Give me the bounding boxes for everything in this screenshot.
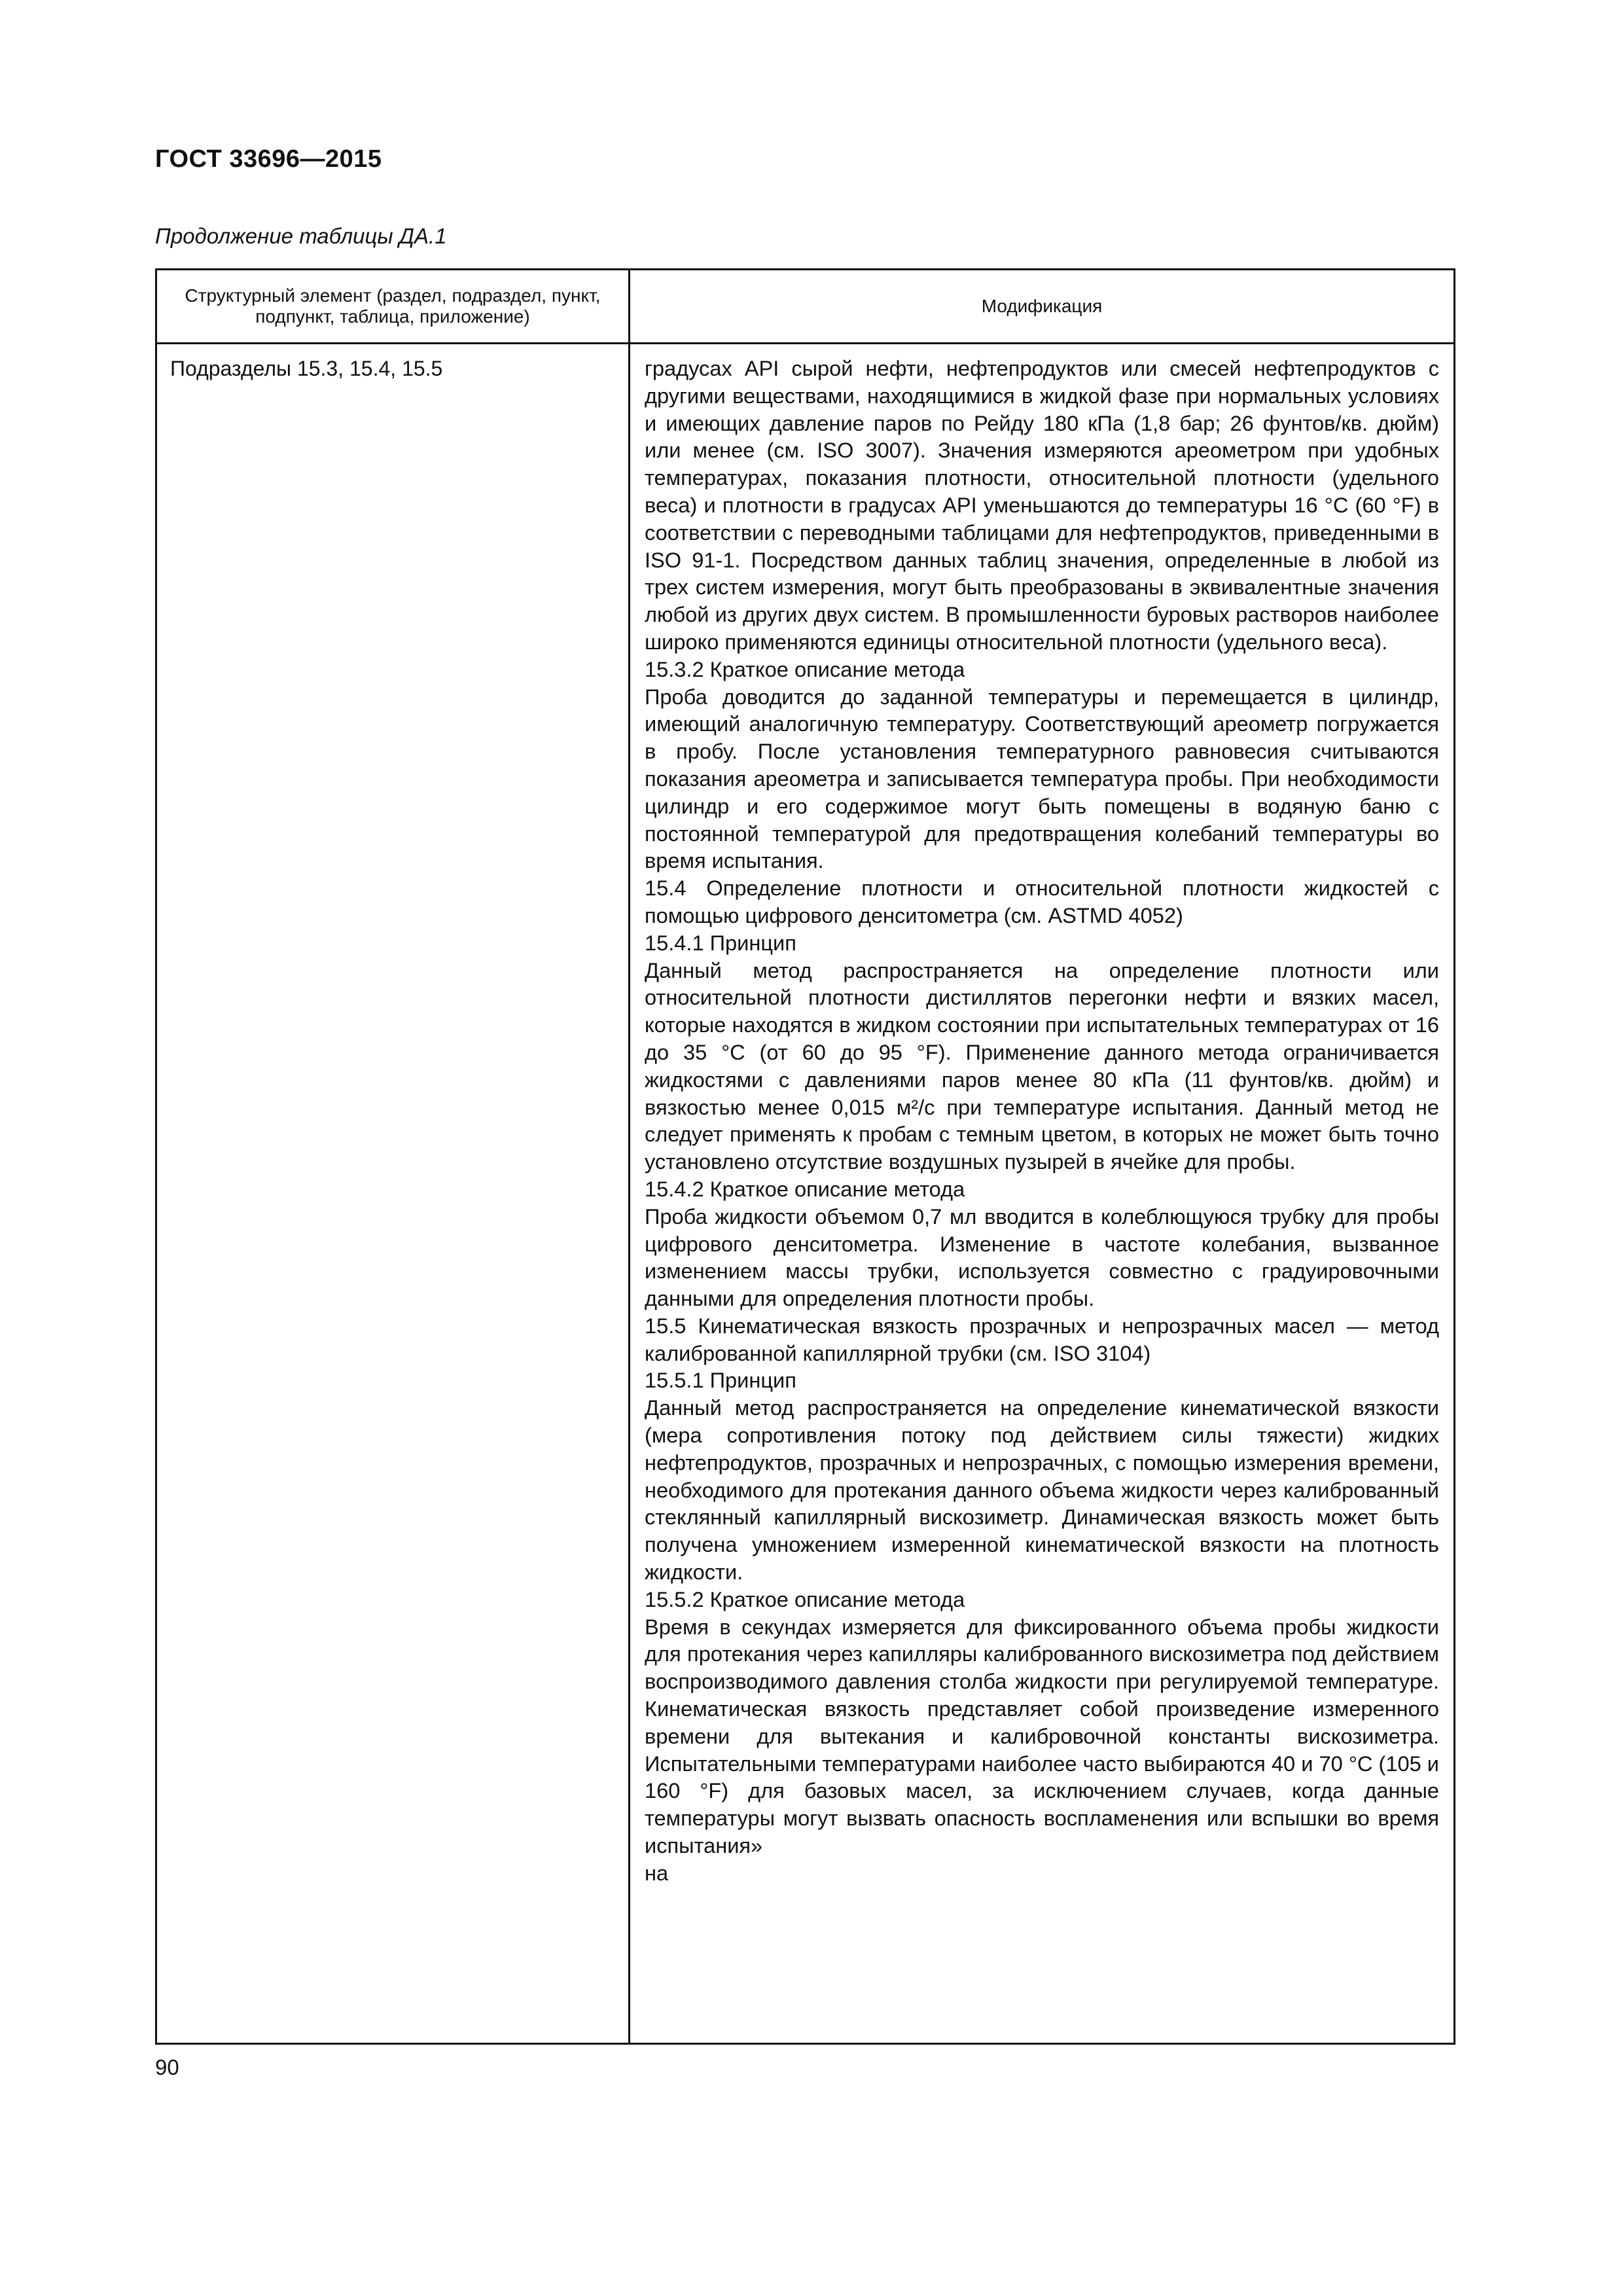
column-header-structural-element: Структурный элемент (раздел, подраздел, пункт, подпункт, таблица, приложение): [156, 270, 630, 344]
section-heading: 15.5.1 Принцип: [645, 1368, 796, 1393]
continuation-word: на: [645, 1860, 669, 1885]
section-heading: 15.5.2 Краткое описание метода: [645, 1587, 965, 1611]
section-heading: 15.4 Определение плотности и относительной плотности жидкостей с помощью цифрового денситометра (см. ASTMD 4052): [645, 876, 1439, 927]
table-caption: Продолжение таблицы ДА.1: [155, 224, 447, 248]
modification-paragraph: Данный метод распространяется на определение плотности или относительной плотности дистиллятов перегонки нефти и вязких масел, которые находятся в жидком состоянии при испытательных температурах от 16 до 35 °С (от 60 до 95 °F). Применение данного метода ограничивается жидкостями с давлениями паров менее 80 кПа (11 фунтов/кв. дюйм) и вязкостью менее 0,015 м²/с при температуре испытания. Данный метод не следует применять к пробам с темным цветом, в которых не может быть точно установлено отсутствие воздушных пузырей в ячейке для пробы.: [645, 958, 1439, 1174]
section-heading: 15.4.1 Принцип: [645, 930, 796, 955]
document-id: ГОСТ 33696—2015: [155, 145, 382, 173]
modification-paragraph: Данный метод распространяется на определение кинематической вязкости (мера сопротивления потоку под действием силы тяжести) жидких нефтепродуктов, прозрачных и непрозрачных, с помощью измерения времени, необходимого для протекания данного объема жидкости через калиброванный стеклянный капиллярный вискозиметр. Динамическая вязкость может быть получена умножением измеренной кинематической вязкости на плотность жидкости.: [645, 1395, 1439, 1585]
modification-paragraph: Время в секундах измеряется для фиксированного объема пробы жидкости для протекания через капилляры калиброванного вискозиметра под действием воспроизводимого давления столба жидкости при регулируемой температуре. Кинематическая вязкость представляет собой произведение измеренного времени для вытекания и калибровочной константы вискозиметра. Испытательными температурами наиболее часто выбираются 40 и 70 °С (105 и 160 °F) для базовых масел, за исключением случаев, когда данные температуры могут вызвать опасность воспламенения или вспышки во время испытания»: [645, 1614, 1439, 1858]
section-heading: 15.5 Кинематическая вязкость прозрачных и непрозрачных масел — метод калиброванной капиллярной трубки (см. ISO 3104): [645, 1313, 1439, 1365]
section-heading: 15.3.2 Краткое описание метода: [645, 656, 965, 681]
page-number: 90: [155, 2055, 179, 2079]
table-header-row: [156, 270, 1455, 344]
modification-paragraph: Проба жидкости объемом 0,7 мл вводится в колеблющуюся трубку для пробы цифрового денситометра. Изменение в частоте колебания, вызванное изменением массы трубки, используется совместно с градуировочными данными для определения плотности пробы.: [645, 1204, 1439, 1311]
modification-table: [155, 268, 1455, 2045]
table-row: [156, 344, 1455, 2044]
modification-cell: [630, 344, 1455, 2044]
column-header-modification: Модификация: [630, 270, 1455, 344]
modification-paragraph: градусах API сырой нефти, нефтепродуктов или смесей нефтепродуктов с другими веществами, находящимися в жидкой фазе при нормальных условиях и имеющих давление паров по Рейду 180 кПа (1,8 бар; 26 фунтов/кв. дюйм) или менее (см. ISO 3007). Значения измеряются ареометром при удобных температурах, показания плотности, относительной плотности (удельного веса) и плотности в градусах API уменьшаются до температуры 16 °С (60 °F) в соответствии с переводными таблицами для нефтепродуктов, приведенными в ISO 91-1. Посредством данных таблиц значения, определенные в любой из трех систем измерения, могут быть преобразованы в эквивалентные значения любой из других двух систем. В промышленности буровых растворов наиболее широко применяются единицы относительной плотности (удельного веса).: [645, 356, 1439, 654]
section-heading: 15.4.2 Краткое описание метода: [645, 1176, 965, 1201]
modification-paragraph: Проба доводится до заданной температуры и перемещается в цилиндр, имеющий аналогичную температуру. Соответствующий ареометр погружается в пробу. После установления температурного равновесия считываются показания ареометра и записывается температура пробы. При необходимости цилиндр и его содержимое могут быть помещены в водяную баню с постоянной температурой для предотвращения колебаний температуры во время испытания.: [645, 684, 1439, 873]
structural-element-cell: Подразделы 15.3, 15.4, 15.5: [156, 344, 630, 2044]
